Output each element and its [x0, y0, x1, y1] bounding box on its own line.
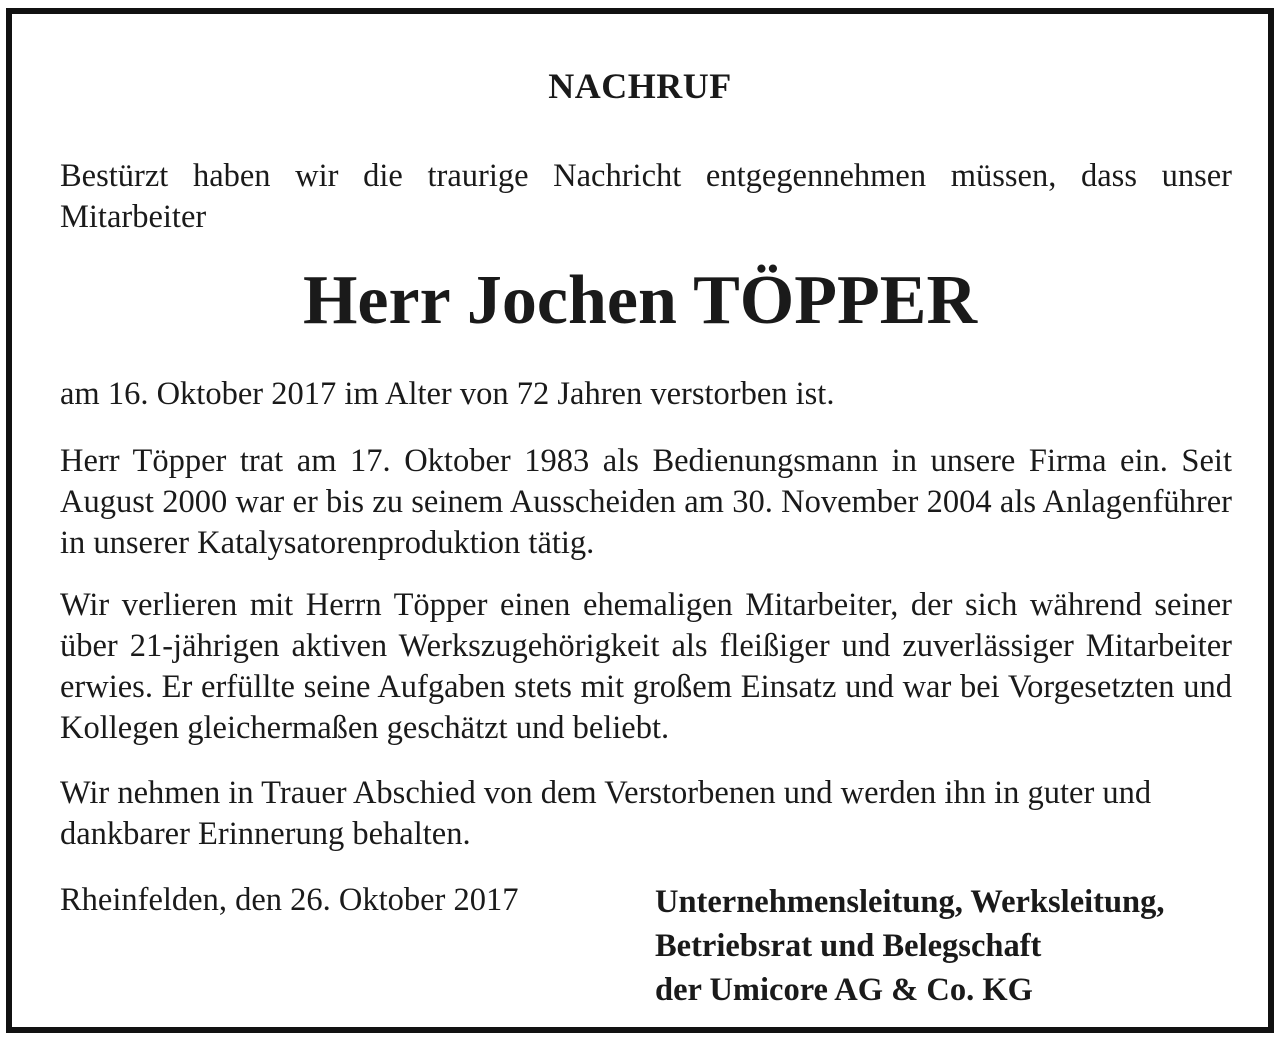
signature-line: Unternehmensleitung, Werksleitung, [655, 884, 1165, 920]
signature-line: Betriebsrat und Belegschaft [655, 928, 1042, 964]
farewell-paragraph: Wir nehmen in Trauer Abschied von dem Verstorbenen und werden ihn in guter und dankbarer Erinnerung behalten. [60, 775, 1152, 852]
death-date-text: am 16. Oktober 2017 im Alter von 72 Jahren verstorben ist. [60, 376, 835, 412]
notice-heading: NACHRUF [548, 66, 732, 106]
career-paragraph: Herr Töpper trat am 17. Oktober 1983 als Bedienungsmann in unsere Firma ein. Seit August 2000 war er bis zu seinem Ausscheiden am 30. November 2004 als Anlagenführer in unserer Katalysatorenproduktion tätig. [60, 443, 1232, 561]
intro-text: Bestürzt haben wir die traurige Nachricht entgegennehmen müssen, dass unser Mitarbeiter [60, 158, 1232, 235]
signature-block [655, 880, 1245, 1012]
deceased-name: Herr Jochen TÖPPER [302, 262, 978, 339]
tribute-paragraph: Wir verlieren mit Herrn Töpper einen ehemaligen Mitarbeiter, der sich während seiner über 21-jährigen aktiven Werkszugehörigkeit als fleißiger und zuverlässiger Mitarbeiter erwies. Er erfüllte seine Aufgaben stets mit großem Einsatz und war bei Vorgesetzten und Kollegen gleichermaßen geschätzt und beliebt. [60, 587, 1232, 746]
signature-line: der Umicore AG & Co. KG [655, 972, 1033, 1008]
obituary-notice [6, 8, 1274, 1033]
place-and-date: Rheinfelden, den 26. Oktober 2017 [60, 882, 519, 918]
